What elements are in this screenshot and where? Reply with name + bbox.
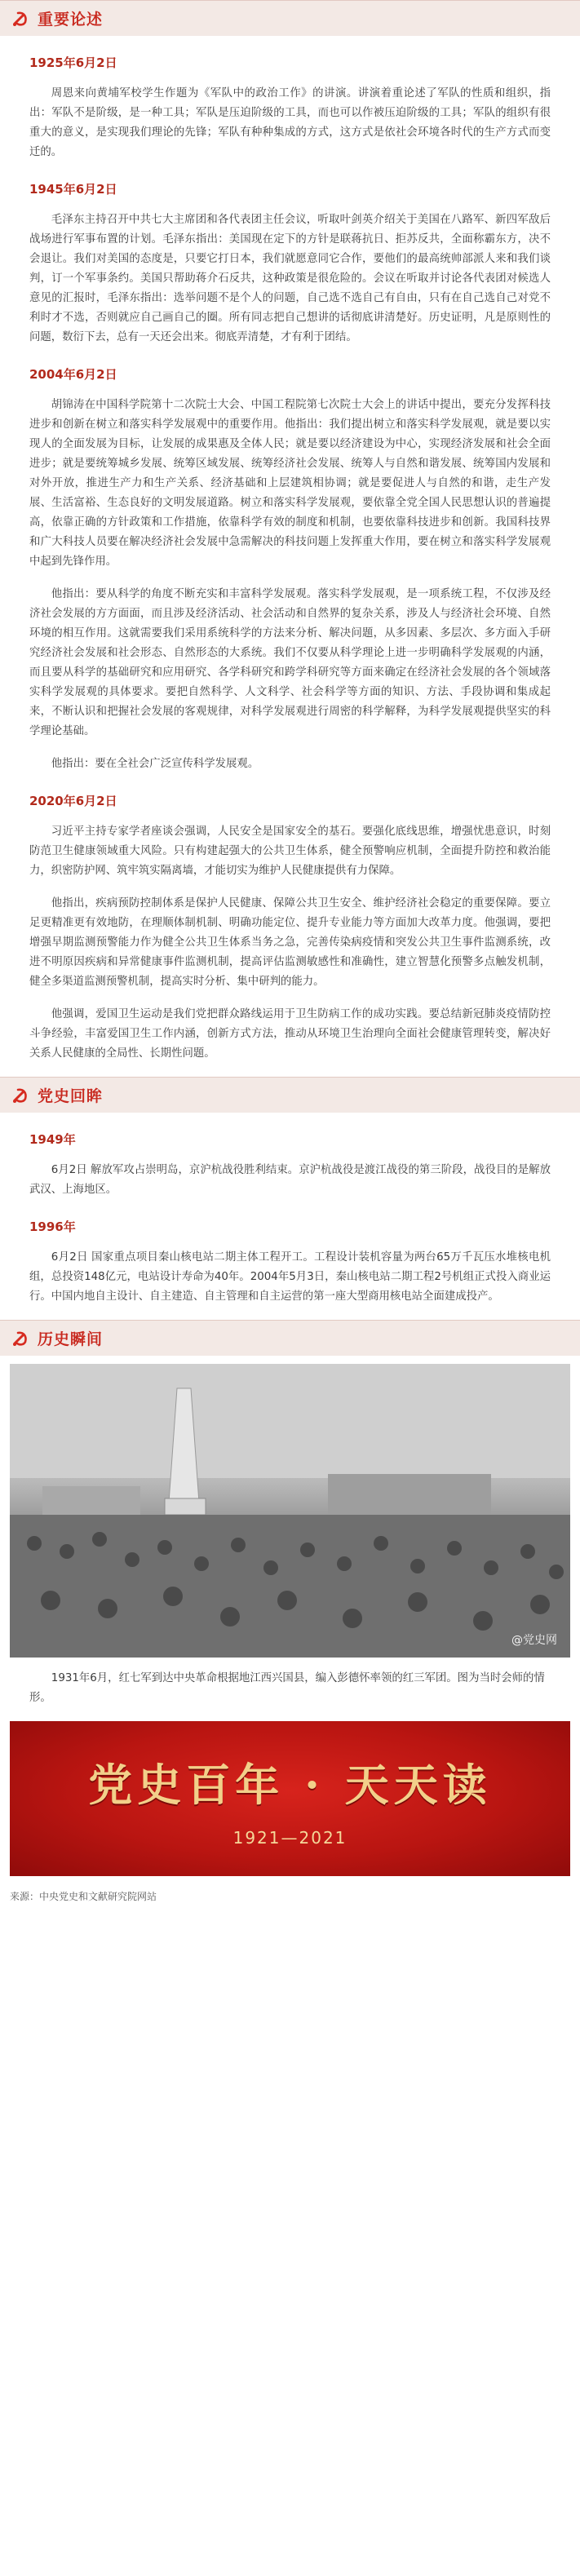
section-content-review: [0, 1131, 580, 1307]
entry-2020: [29, 792, 551, 1064]
section-header-important: [0, 0, 580, 36]
section-title: 重要论述: [38, 11, 104, 29]
entry-date: 1949年: [29, 1132, 76, 1147]
entry-date: 1945年6月2日: [29, 182, 117, 197]
slogan-banner: [10, 1721, 570, 1876]
entry-paragraph: 6月2日 解放军攻占崇明岛，京沪杭战役胜利结束。京沪杭战役是渡江战役的第三阶段，战役目的是解放武汉、上海地区。: [29, 1164, 551, 1196]
historical-photo-drawing: [10, 1364, 570, 1658]
entry-1925: [29, 54, 551, 162]
photo-watermark: @党史网: [511, 1634, 557, 1647]
party-emblem-icon: [11, 10, 29, 28]
entry-paragraph: 胡锦涛在中国科学院第十二次院士大会、中国工程院第七次院士大会上的讲话中提出，要充分发挥科技进步和创新在树立和落实科学发展观中的重要作用。他指出：我们提出树立和落实科学发展观，就是要以实现人的全面发展为目标，让发展的成果惠及全体人民；就是要以经济建设为中心，实现经济发展和社会全面进步；就是要统筹城乡发展、统筹区域发展、统筹经济社会发展、统筹人与自然和谐发展、统筹国内发展和对外开放，推进生产力和生产关系、经济基础和上层建筑相协调；就是要促进人与自然的和谐，走生产发展、生活富裕、生态良好的文明发展道路。树立和落实科学发展观，要依靠全党全国人民思想认识的普遍提高，依靠正确的方针政策和工作措施，依靠科学有效的制度和机制，也要依靠科技进步和创新。我国科技界和广大科技人员要在解决经济社会发展中急需解决的科技问题上发挥重大作用，要在树立和落实科学发展观中起到先锋作用。: [29, 399, 551, 568]
entry-paragraph: 他指出：要在全社会广泛宣传科学发展观。: [51, 758, 259, 770]
entry-paragraph: 6月2日 国家重点项目秦山核电站二期主体工程开工。工程设计装机容量为两台65万千瓦压水堆核电机组，总投资148亿元，电站设计寿命为40年。2004年5月3日，秦山核电站二期工程2号机组正式投入商业运行。中国内地自主设计、自主建造、自主管理和自主运营的第一座大型商用核电站全面建成投产。: [29, 1251, 551, 1303]
entry-paragraph: 习近平主持专家学者座谈会强调，人民安全是国家安全的基石。要强化底线思维，增强忧患意识，时刻防范卫生健康领域重大风险。只有构建起强大的公共卫生体系，健全预警响应机制，全面提升防控和救治能力，织密防护网、筑牢筑实隔离墙，才能切实为维护人民健康提供有力保障。: [29, 825, 551, 877]
entry-1949: [29, 1131, 551, 1200]
entry-date: 2004年6月2日: [29, 367, 117, 382]
banner-slogan: 党史百年 · 天天读: [88, 1758, 492, 1811]
entry-paragraph: 毛泽东主持召开中共七大主席团和各代表团主任会议，听取叶剑英介绍关于美国在八路军、新四军敌后战场进行军事布置的计划。毛泽东指出：美国现在定下的方针是联蒋抗日、拒苏反共，全面称霸东方，决不会退让。我们对美国的态度是，只要它打日本，我们就愿意同它合作，要他们的最高统帅部派人来和我们谈判，订一个军事条约。美国只帮助蒋介石反共，这种政策是很危险的。会议在听取并讨论各代表团对候选人意见的汇报时，毛泽东指出：选举问题不是个人的问题，自己选不选自己有自由，只有在自己选自己对党不利时才不选，否则就应自己画自己的圈。所有同志把自己想讲的话彻底讲清楚好。历史证明，凡是原则性的问题，数衍下去，总有一天还会出来。彻底弄清楚，才有利于团结。: [29, 214, 551, 343]
party-emblem-icon: [11, 1330, 29, 1348]
entry-date: 1925年6月2日: [29, 55, 117, 70]
section-title: 党史回眸: [38, 1087, 104, 1105]
banner-years: 1921—2021: [232, 1827, 348, 1848]
section-title: 历史瞬间: [38, 1330, 104, 1348]
entry-date: 1996年: [29, 1219, 76, 1234]
entry-2004: [29, 365, 551, 774]
historical-photo: [10, 1364, 570, 1658]
section-content-important: [0, 54, 580, 1064]
entry-1945: [29, 180, 551, 347]
photo-caption: 1931年6月，红七军到达中央革命根据地江西兴国县，编入彭德怀率领的红三军团。图为当时会师的情形。: [29, 1672, 545, 1704]
section-header-moment: [0, 1320, 580, 1356]
entry-paragraph: 他指出：要从科学的角度不断充实和丰富科学发展观。落实科学发展观，是一项系统工程，不仅涉及经济社会发展的方方面面，而且涉及经济活动、社会活动和自然界的复杂关系，涉及人与经济社会环境、自然环境的相互作用。这就需要我们采用系统科学的方法来分析、解决问题，从多因素、多层次、多方面入手研究经济社会发展和社会形态、自然形态的大系统。我们不仅要从科学理论上进一步明确科学发展观的内涵，而且要从科学的基础研究和应用研究、各学科研究和跨学科研究等方面来确定在经济社会发展的各个领域落实科学发展观的具体要求。要把自然科学、人文科学、社会科学等方面的知识、方法、手段协调和集成起来，不断认识和把握社会发展的客观规律，对科学发展观进行周密的科学解释，为科学发展观提供坚实的科学理论基础。: [29, 588, 551, 737]
party-emblem-icon: [11, 1087, 29, 1104]
section-header-review: [0, 1077, 580, 1113]
entry-1996: [29, 1218, 551, 1307]
source-note: 来源：中央党史和文献研究院网站: [10, 1891, 157, 1902]
entry-paragraph: 他强调，爱国卫生运动是我们党把群众路线运用于卫生防病工作的成功实践。要总结新冠肺炎疫情防控斗争经验，丰富爱国卫生工作内涵，创新方式方法，推动从环境卫生治理向全面社会健康管理转变，解决好关系人民健康的全局性、长期性问题。: [29, 1008, 551, 1060]
entry-paragraph: 周恩来向黄埔军校学生作题为《军队中的政治工作》的讲演。讲演着重论述了军队的性质和组织，指出：军队不是阶级，是一种工具；军队是压迫阶级的工具，而也可以作被压迫阶级的工具；军队的组织有很重大的意义，是实现我们理论的先锋；军队有种种集成的方式，这方式是依社会环境各时代的生产方式而变迁的。: [29, 87, 551, 158]
entry-paragraph: 他指出，疾病预防控制体系是保护人民健康、保障公共卫生安全、维护经济社会稳定的重要保障。要立足更精准更有效地防，在理顺体制机制、明确功能定位、提升专业能力等方面加大改革力度。他强调，要把增强早期监测预警能力作为健全公共卫生体系当务之急，完善传染病疫情和突发公共卫生事件监测系统，改进不明原因疾病和异常健康事件监测机制，提高评估监测敏感性和准确性，建立智慧化预警多点触发机制，健全多渠道监测预警机制，提高实时分析、集中研判的能力。: [29, 897, 551, 988]
entry-date: 2020年6月2日: [29, 794, 117, 808]
